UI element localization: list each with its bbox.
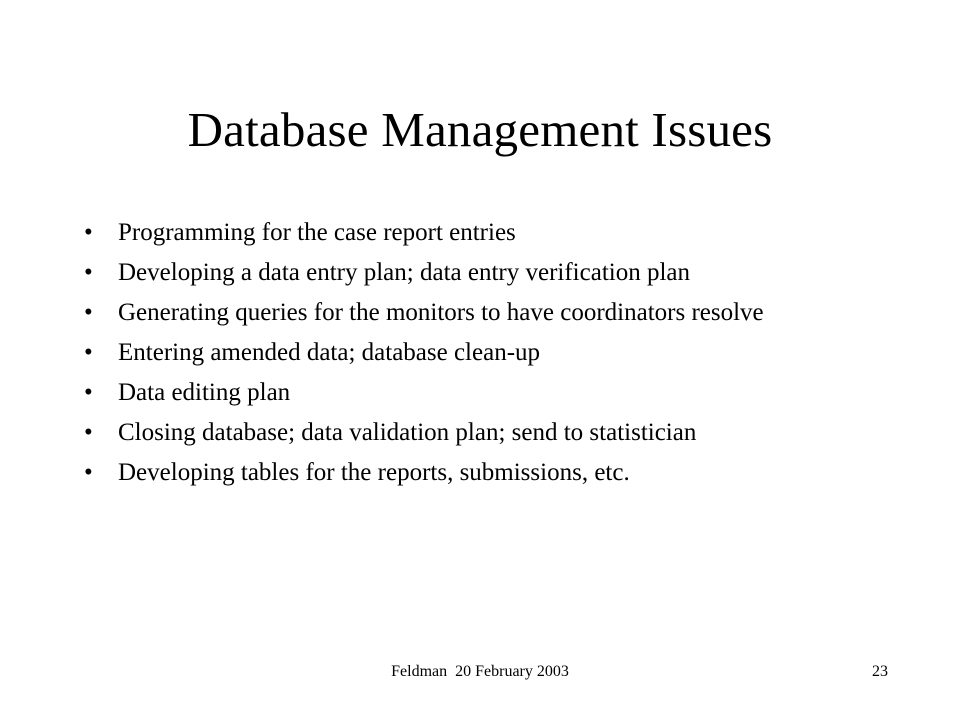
bullet-text: Developing tables for the reports, submissions, etc. xyxy=(118,459,630,486)
bullet-marker: • xyxy=(84,259,93,286)
bullet-list xyxy=(84,218,884,498)
bullet-marker: • xyxy=(84,379,93,406)
bullet-text: Data editing plan xyxy=(118,379,291,406)
bullet-item xyxy=(84,378,884,407)
bullet-marker: • xyxy=(84,299,93,326)
bullet-text: Generating queries for the monitors to have coordinators resolve xyxy=(118,299,764,326)
bullet-marker: • xyxy=(84,419,93,446)
bullet-item xyxy=(84,258,884,287)
bullet-marker: • xyxy=(84,339,93,366)
bullet-item xyxy=(84,218,884,247)
bullet-text: Entering amended data; database clean-up xyxy=(118,339,541,366)
bullet-marker: • xyxy=(84,219,93,246)
bullet-item xyxy=(84,418,884,447)
bullet-text: Developing a data entry plan; data entry verification plan xyxy=(118,259,690,286)
bullet-text: Programming for the case report entries xyxy=(118,219,516,246)
slide-title: Database Management Issues xyxy=(187,102,773,157)
bullet-item xyxy=(84,458,884,487)
bullet-text: Closing database; data validation plan; send to statistician xyxy=(118,419,697,446)
slide-page-number: 23 xyxy=(872,663,888,680)
slide-footer: Feldman 20 February 2003 xyxy=(391,663,569,680)
bullet-item xyxy=(84,298,884,327)
bullet-item xyxy=(84,338,884,367)
bullet-marker: • xyxy=(84,459,93,486)
